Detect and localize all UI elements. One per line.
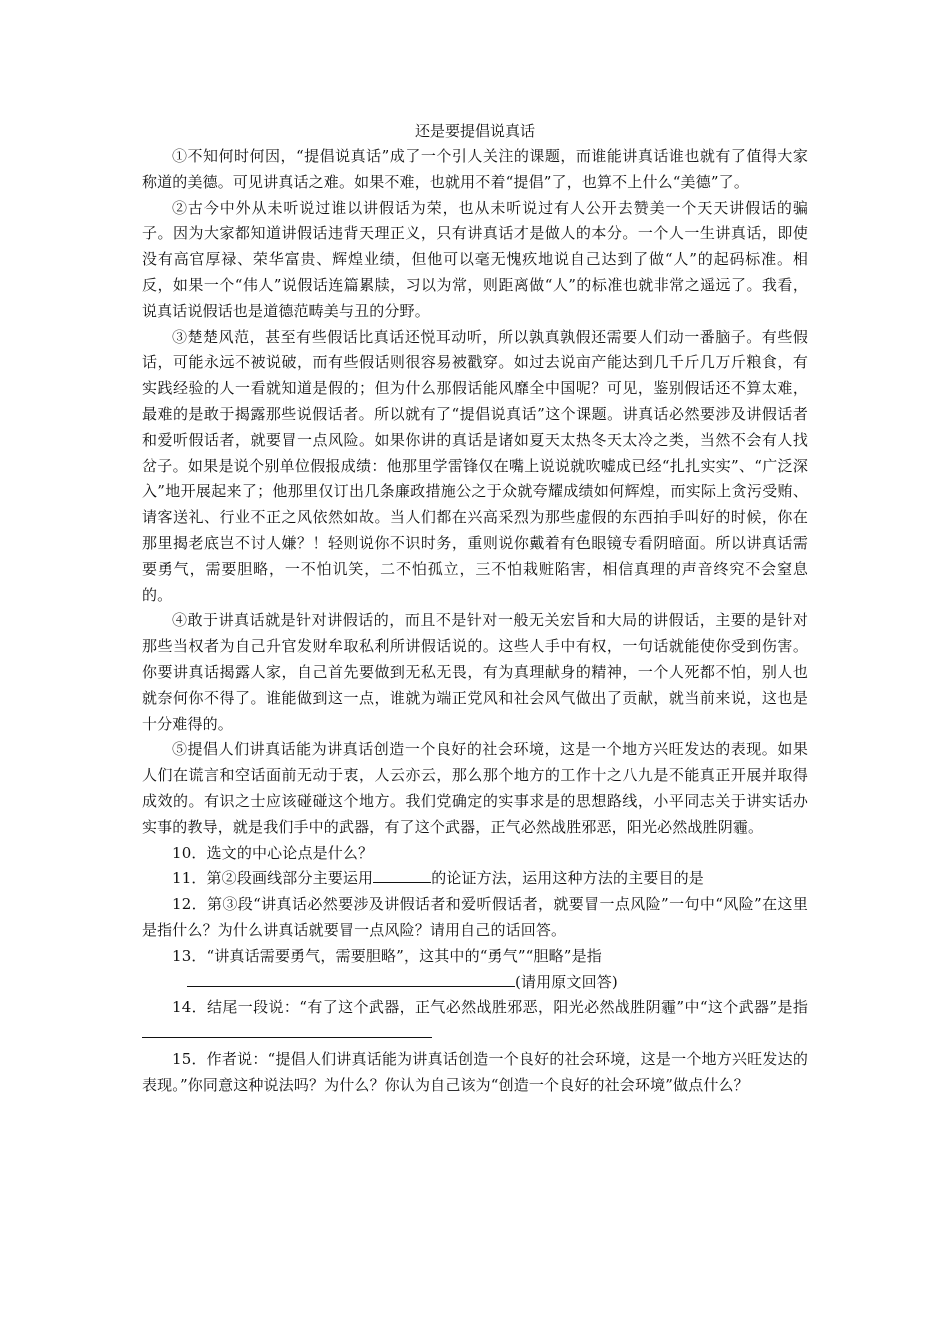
paragraph-2: ②古今中外从未听说过谁以讲假话为荣，也从未听说过有人公开去赞美一个天天讲假话的骗子。因为大家都知道讲假话违背天理正义，只有讲真话才是做人的本分。一个人一生讲真话，即使没有高官厚禄、荣华富贵、辉煌业绩，但他可以毫无愧疚地说自己达到了做“人”的起码标准。相反，如果一个“伟人”说假话连篇累牍，习以为常，则距离做“人”的标准也就非常之遥远了。我看，说真话说假话也是道德范畴美与丑的分野。	[142, 198, 808, 320]
answer-blank-14[interactable]	[142, 1021, 432, 1038]
question-14	[142, 995, 808, 1047]
question-13-text-a: 13．“讲真话需要勇气，需要胆略”，这其中的“勇气”“胆略”是指	[172, 946, 602, 965]
question-14-text: 14．结尾一段说：“有了这个武器，正气必然战胜邪恶，阳光必然战胜阴霾”中“这个武器”是指	[172, 998, 808, 1017]
article-title: 还是要提倡说真话	[414, 122, 535, 140]
question-10: 10．选文的中心论点是什么？	[172, 843, 374, 862]
question-11-text-b: 的论证方法，运用这种方法的主要目的是	[431, 869, 704, 888]
question-12: 12．第③段“讲真话必然要涉及讲假话者和爱听假话者，就要冒一点风险”一句中“风险”在这里是指什么？为什么讲真话就要冒一点风险？请用自己的话回答。	[142, 895, 808, 939]
question-11-text-a: 11．第②段画线部分主要运用	[172, 869, 374, 888]
paragraph-4: ④敢于讲真话就是针对讲假话的，而且不是针对一般无关宏旨和大局的讲假话，主要的是针对那些当权者为自己升官发财牟取私利所讲假话说的。这些人手中有权，一句话就能使你受到伤害。你要讲真话揭露人家，自己首先要做到无私无畏，有为真理献身的精神，一个人死都不怕，别人也就奈何你不得了。谁能做到这一点，谁就为端正党风和社会风气做出了贡献，就当前来说，这也是十分难得的。	[142, 611, 808, 733]
answer-blank-13[interactable]	[187, 970, 515, 987]
document-page	[142, 120, 808, 1098]
answer-blank-11[interactable]	[373, 866, 431, 883]
paragraph-3: ③楚楚风范，甚至有些假话比真话还悦耳动听，所以孰真孰假还需要人们动一番脑子。有些假话，可能永远不被说破，而有些假话则很容易被戳穿。如过去说亩产能达到几千斤几万斤粮食，有实践经验的人一看就知道是假的；但为什么那假话能风靡全中国呢？可见，鉴别假话还不算太难，最难的是敢于揭露那些说假话者。所以就有了“提倡说真话”这个课题。讲真话必然要涉及讲假话者和爱听假话者，就要冒一点风险。如果你讲的真话是诸如夏天太热冬天太冷之类，当然不会有人找岔子。如果是说个别单位假报成绩：他那里学雷锋仅在嘴上说说就吹嘘成已经“扎扎实实”、“广泛深入”地开展起来了；他那里仅订出几条廉政措施公之于众就夸耀成绩如何辉煌，而实际上贪污受贿、请客送礼、行业不正之风依然如故。当人们都在兴高采烈为那些虚假的东西拍手叫好的时候，你在那里揭老底岂不讨人嫌？！轻则说你不识时务，重则说你戴着有色眼镜专看阴暗面。所以讲真话需要勇气，需要胆略，一不怕讥笑，二不怕孤立，三不怕栽赃陷害，相信真理的声音终究不会窒息的。	[142, 327, 808, 604]
paragraph-1: ①不知何时何因，“提倡说真话”成了一个引人关注的课题，而谁能讲真话谁也就有了值得大家称道的美德。可见讲真话之难。如果不难，也就用不着“提倡”了，也算不上什么“美德”了。	[142, 147, 808, 191]
question-13	[142, 944, 808, 996]
question-13-text-b: (请用原文回答)	[515, 972, 618, 991]
paragraph-5: ⑤提倡人们讲真话能为讲真话创造一个良好的社会环境，这是一个地方兴旺发达的表现。如果人们在谎言和空话面前无动于衷，人云亦云，那么那个地方的工作十之八九是不能真正开展并取得成效的。有识之士应该碰碰这个地方。我们党确定的实事求是的思想路线，小平同志关于讲实话办实事的教导，就是我们手中的武器，有了这个武器，正气必然战胜邪恶，阳光必然战胜阴霾。	[142, 740, 808, 836]
question-11	[142, 866, 808, 892]
question-15: 15．作者说：“提倡人们讲真话能为讲真话创造一个良好的社会环境，这是一个地方兴旺发达的表现。”你同意这种说法吗？为什么？你认为自己该为“创造一个良好的社会环境”做点什么？	[142, 1049, 808, 1094]
